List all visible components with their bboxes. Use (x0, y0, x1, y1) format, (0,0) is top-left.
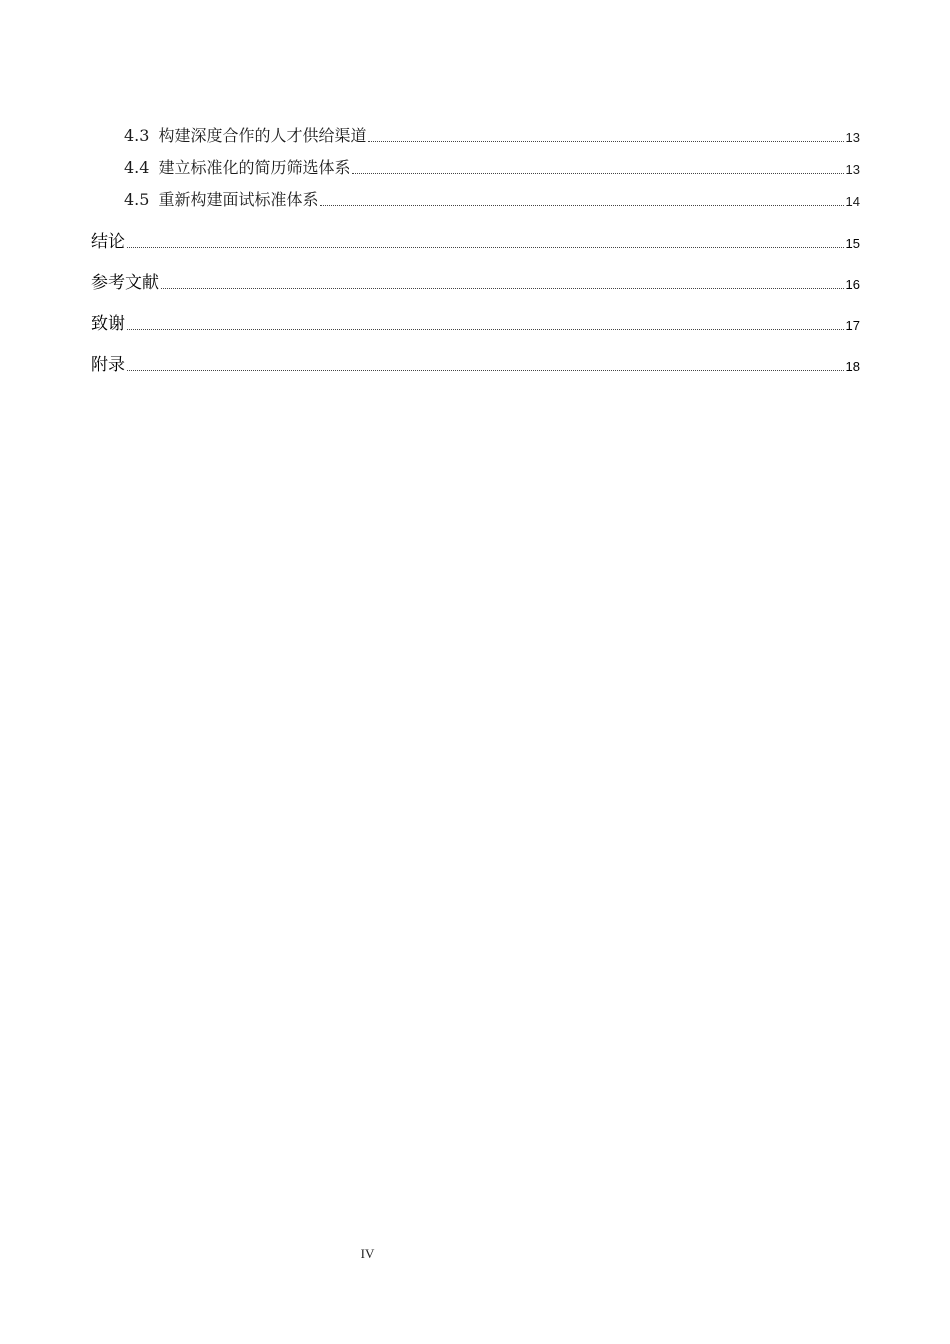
toc-page-number: 14 (845, 194, 860, 209)
toc-page-number: 13 (845, 130, 860, 145)
toc-entry-label: 附录 (91, 355, 125, 375)
toc-entry-title (124, 126, 366, 146)
toc-entry-number: 4.4 (124, 158, 150, 177)
toc-entry-appendix[interactable] (91, 334, 860, 375)
toc-entry-4-3[interactable] (91, 114, 860, 146)
page-number-footer: IV (360, 1246, 375, 1261)
toc-entry-label: 建立标准化的简历筛选体系 (158, 158, 351, 177)
toc-entry-4-4[interactable] (91, 146, 860, 178)
toc-dot-leader (127, 329, 844, 330)
toc-entry-references[interactable] (91, 252, 860, 293)
toc-entry-label: 参考文献 (91, 273, 159, 293)
toc-entry-acknowledgements[interactable] (91, 293, 860, 334)
toc-dot-leader (320, 205, 843, 206)
toc-entry-number: 4.5 (124, 190, 150, 209)
toc-entry-title (124, 190, 318, 210)
toc-entry-conclusion[interactable] (91, 220, 860, 252)
toc-entry-label: 致谢 (91, 314, 125, 334)
toc-dot-leader (127, 247, 844, 248)
toc-entry-title (124, 158, 350, 178)
toc-dot-leader (161, 288, 844, 289)
toc-entry-label: 结论 (91, 232, 125, 252)
toc-page-number: 17 (845, 318, 860, 333)
toc-dot-leader (368, 141, 843, 142)
toc-entry-number: 4.3 (124, 126, 150, 145)
toc-dot-leader (352, 173, 843, 174)
toc-page-number: 16 (845, 277, 860, 292)
table-of-contents (91, 114, 860, 375)
toc-entry-label: 重新构建面试标准体系 (158, 190, 319, 209)
toc-dot-leader (127, 370, 844, 371)
toc-page-number: 13 (845, 162, 860, 177)
toc-page-number: 15 (845, 236, 860, 251)
toc-entry-label: 构建深度合作的人才供给渠道 (158, 126, 367, 145)
toc-page-number: 18 (845, 359, 860, 374)
toc-entry-4-5[interactable] (91, 178, 860, 210)
